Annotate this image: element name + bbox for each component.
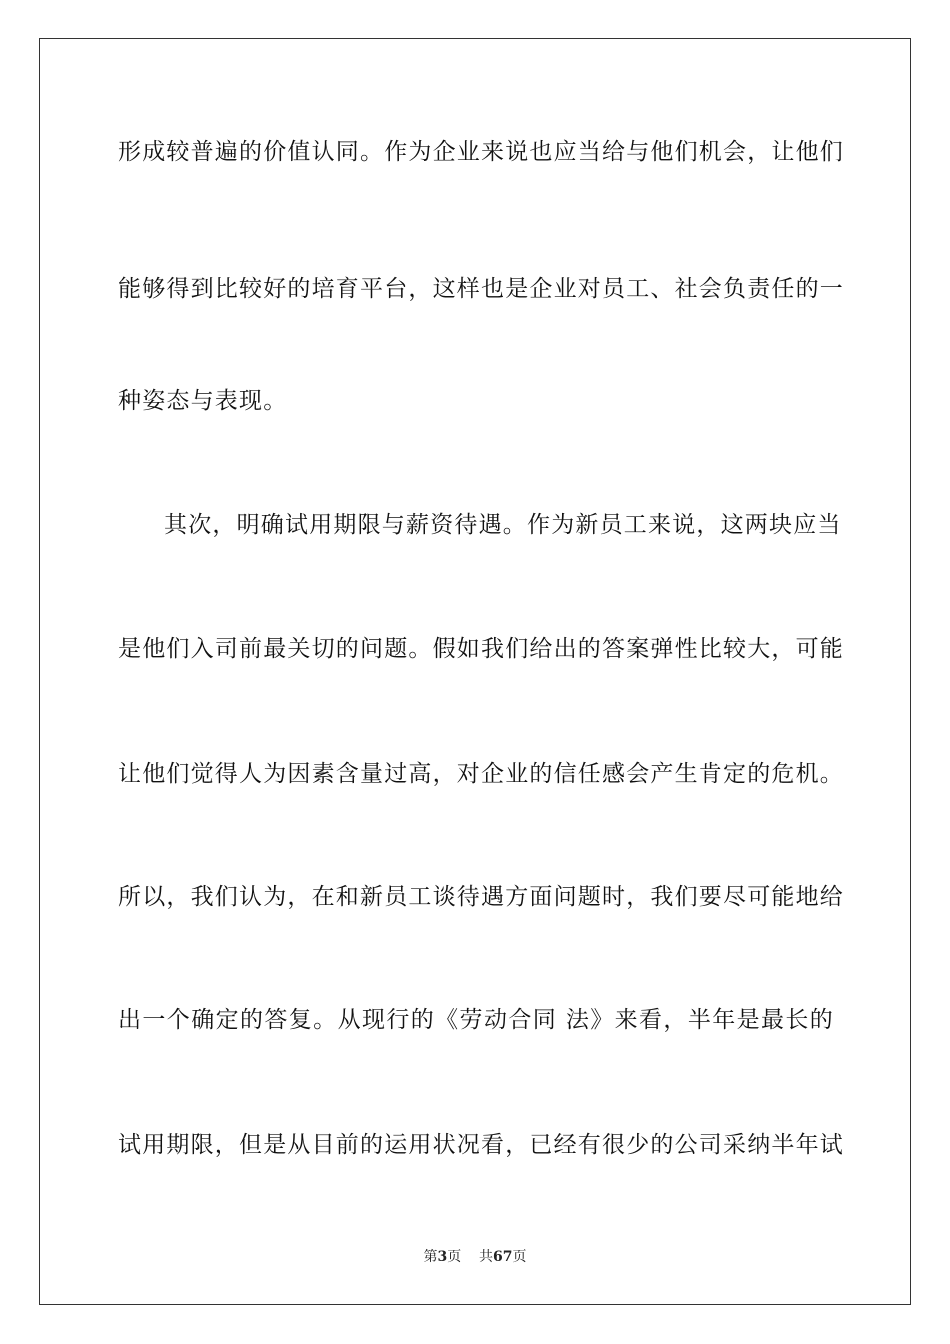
- page-footer: [0, 1248, 950, 1266]
- page-border: [39, 38, 911, 1305]
- body-text-line: 形成较普遍的价值认同。作为企业来说也应当给与他们机会，让他们: [118, 139, 844, 165]
- body-text-line: 是他们入司前最关切的问题。假如我们给出的答案弹性比较大，可能: [118, 636, 844, 662]
- page-prefix: 第: [423, 1249, 438, 1265]
- total-prefix: 共: [479, 1249, 494, 1265]
- page-suffix: 页: [447, 1249, 462, 1265]
- total-suffix: 页: [512, 1249, 527, 1265]
- body-text-line: 试用期限，但是从目前的运用状况看，已经有很少的公司采纳半年试: [118, 1132, 844, 1158]
- body-text-line: 能够得到比较好的培育平台，这样也是企业对员工、社会负责任的一: [118, 276, 844, 302]
- body-text-line: 所以，我们认为，在和新员工谈待遇方面问题时，我们要尽可能地给: [118, 884, 844, 910]
- page-number: 3: [437, 1249, 448, 1265]
- body-text-line: 出一个确定的答复。从现行的《劳动合同 法》来看，半年是最长的: [118, 1007, 834, 1033]
- paragraph-start-line: 其次，明确试用期限与薪资待遇。作为新员工来说，这两块应当: [164, 512, 842, 538]
- body-text-line: 种姿态与表现。: [118, 388, 288, 414]
- body-text-line: 让他们觉得人为因素含量过高，对企业的信任感会产生肯定的危机。: [118, 761, 844, 787]
- total-pages: 67: [493, 1249, 513, 1265]
